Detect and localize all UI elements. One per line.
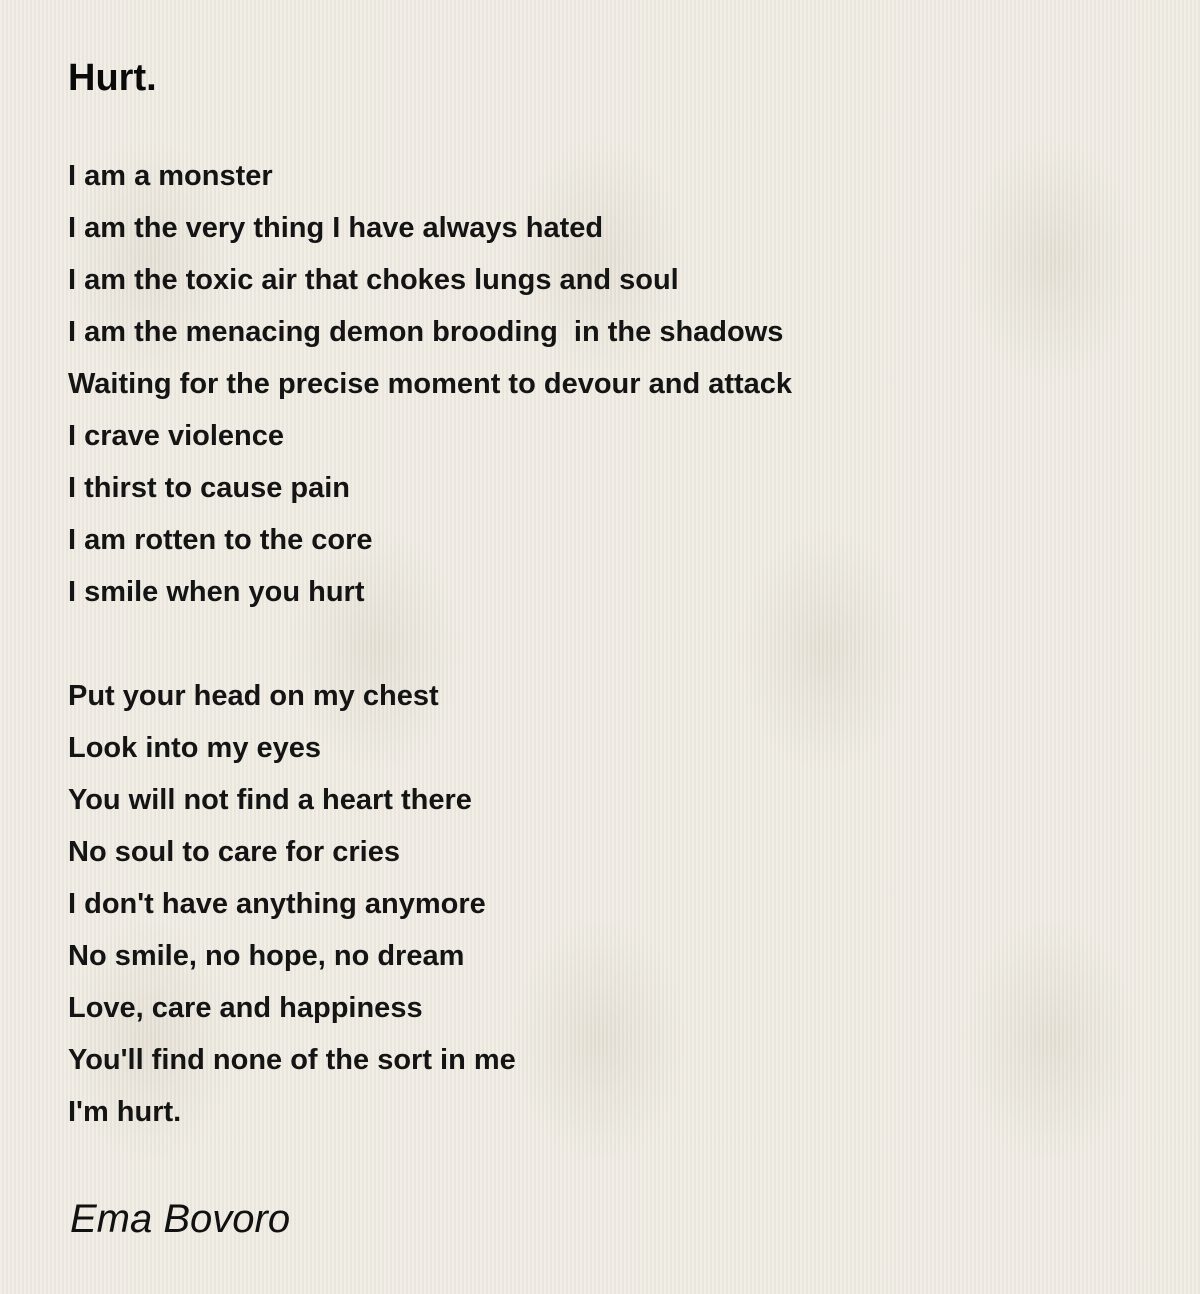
- poem-title: Hurt.: [68, 57, 157, 99]
- poem-line: Put your head on my chest: [68, 680, 439, 712]
- poem-line: I am a monster: [68, 160, 273, 192]
- poem-line: I don't have anything anymore: [68, 888, 486, 920]
- poem-line: Love, care and happiness: [68, 992, 423, 1024]
- poem-line: I crave violence: [68, 420, 285, 452]
- poem-line: I am the toxic air that chokes lungs and soul: [68, 264, 679, 296]
- poem-line: I smile when you hurt: [68, 576, 365, 608]
- poem-line: I am the very thing I have always hated: [68, 212, 604, 244]
- poem-body: [68, 150, 792, 1138]
- poem-line: You'll find none of the sort in me: [68, 1044, 516, 1076]
- poem-line: No smile, no hope, no dream: [68, 940, 465, 972]
- stanza-break: [68, 618, 792, 670]
- poem-line: You will not find a heart there: [68, 784, 472, 816]
- poem-line: Waiting for the precise moment to devour and attack: [68, 368, 793, 400]
- stanza: [68, 150, 792, 618]
- poem-line: Look into my eyes: [68, 732, 322, 764]
- stanza: [68, 670, 792, 1138]
- poem-line: I'm hurt.: [68, 1096, 182, 1128]
- poem-line: I am rotten to the core: [68, 524, 373, 556]
- poem-line: No soul to care for cries: [68, 836, 400, 868]
- poem-line: I thirst to cause pain: [68, 472, 350, 504]
- poem-line: I am the menacing demon brooding in the shadows: [68, 316, 784, 348]
- poem-author: Ema Bovoro: [70, 1197, 291, 1241]
